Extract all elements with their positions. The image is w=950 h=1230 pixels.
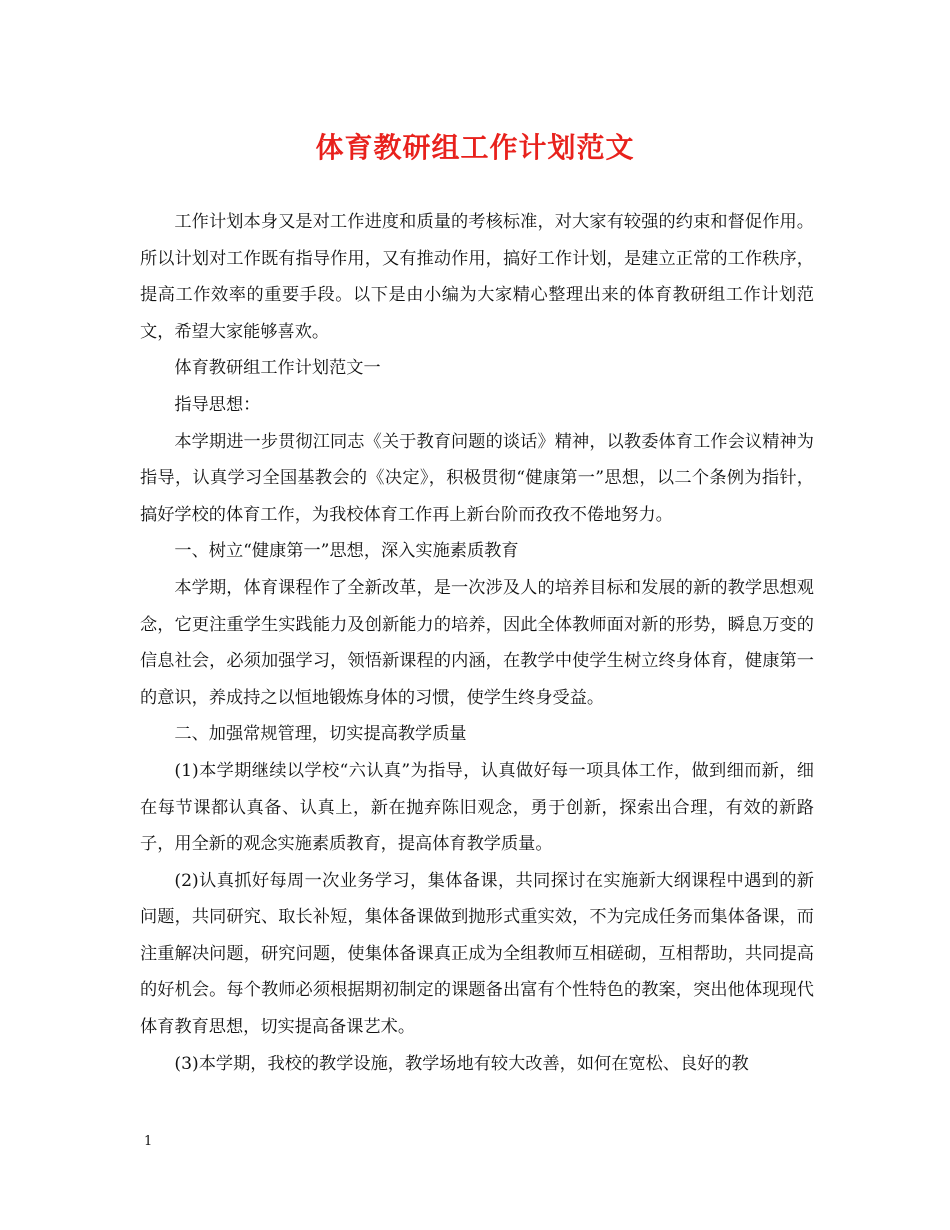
section-heading-plan-one: 体育教研组工作计划范文一 — [174, 358, 381, 379]
paragraph-item-3: (3)本学期，我校的教学设施，教学场地有较大改善，如何在宽松、良好的教 — [174, 1053, 749, 1074]
document-title: 体育教研组工作计划范文 — [315, 131, 635, 164]
heading-guiding-thought: 指导思想： — [174, 394, 261, 415]
page-number: 1 — [144, 1134, 153, 1149]
paragraph-item-1: (1)本学期继续以学校“六认真”为指导，认真做好每一项具体工作，做到细而新，细在每节课都认真备、认真上，新在抛弃陈旧观念，勇于创新，探索出合理，有效的新路子，用全新的观念实施素质教育，提高体育教学质量。 — [140, 760, 814, 855]
paragraph-guiding-thought: 本学期进一步贯彻江同志《关于教育问题的谈话》精神，以教委体育工作会议精神为指导，认真学习全国基教会的《决定》，积极贯彻“健康第一”思想，以二个条例为指针，搞好学校的体育工作，为我校体育工作再上新台阶而孜孜不倦地努力。 — [140, 431, 814, 525]
heading-section-one: 一、树立“健康第一”思想，深入实施素质教育 — [174, 541, 519, 562]
document-body — [140, 204, 814, 1082]
paragraph-item-2: (2)认真抓好每周一次业务学习，集体备课，共同探讨在实施新大纲课程中遇到的新问题，共同研究、取长补短，集体备课做到抛形式重实效，不为完成任务而集体备课，而注重解决问题，研究问题，使集体备课真正成为全组教师互相磋砌，互相帮助，共同提高的好机会。每个教师必须根据期初制定的课题备出富有个性特色的教案，突出他体现现代体育教育思想，切实提高备课艺术。 — [140, 870, 814, 1038]
heading-section-two: 二、加强常规管理，切实提高教学质量 — [174, 724, 467, 745]
paragraph-intro: 工作计划本身又是对工作进度和质量的考核标准，对大家有较强的约束和督促作用。所以计划对工作既有指导作用，又有推动作用，搞好工作计划，是建立正常的工作秩序，提高工作效率的重要手段。以下是由小编为大家精心整理出来的体育教研组工作计划范文，希望大家能够喜欢。 — [140, 212, 814, 342]
paragraph-section-one: 本学期，体育课程作了全新改革，是一次涉及人的培养目标和发展的新的教学思想观念，它更注重学生实践能力及创新能力的培养，因此全体教师面对新的形势，瞬息万变的信息社会，必须加强学习，领悟新课程的内涵，在教学中使学生树立终身体育，健康第一的意识，养成持之以恒地锻炼身体的习惯，使学生终身受益。 — [140, 577, 814, 708]
